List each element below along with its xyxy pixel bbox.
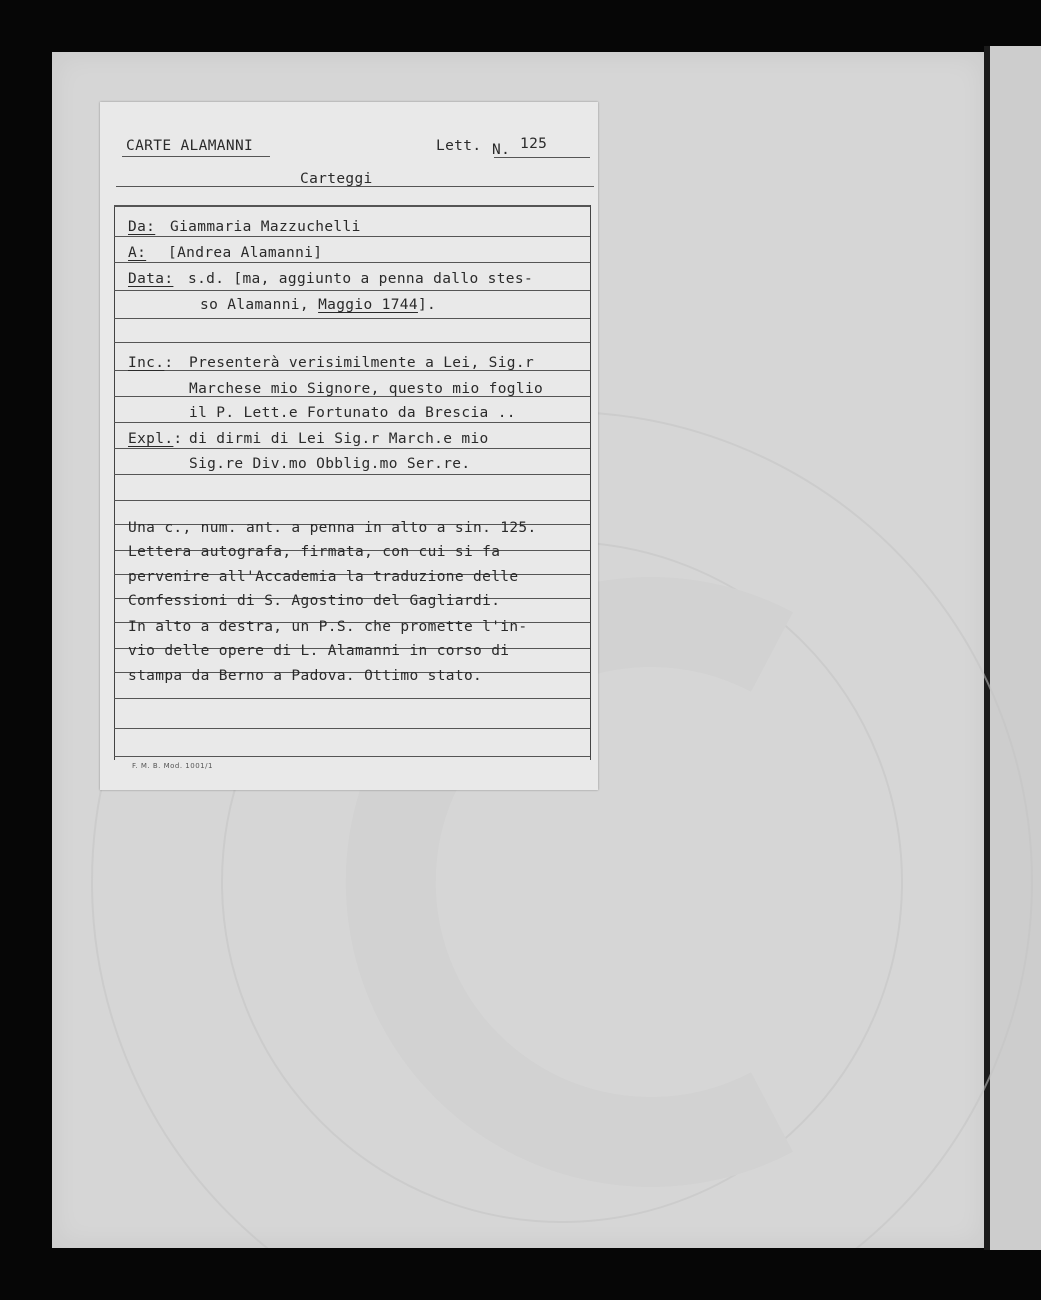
page-right bbox=[990, 46, 1041, 1250]
subtitle-rule bbox=[116, 186, 594, 187]
description-line: In alto a destra, un P.S. che promette l'in- bbox=[128, 619, 528, 635]
data-line-1: s.d. [ma, aggiunto a penna dallo stes- bbox=[188, 271, 534, 287]
frame-right bbox=[590, 205, 591, 760]
data-line-2-prefix: so Alamanni, bbox=[200, 297, 309, 313]
grid-line bbox=[114, 342, 590, 343]
expl-label-text: Expl. bbox=[128, 431, 174, 447]
collection-title: CARTE ALAMANNI bbox=[126, 138, 254, 154]
data-line-2-date: Maggio 1744 bbox=[318, 297, 418, 313]
grid-line bbox=[114, 422, 590, 423]
inc-line-2: Marchese mio Signore, questo mio foglio bbox=[189, 381, 544, 397]
da-label: Da: bbox=[128, 219, 156, 235]
inc-line-1: Presenterà verisimilmente a Lei, Sig.r bbox=[189, 355, 535, 371]
grid-line bbox=[114, 698, 590, 699]
number-label: N. bbox=[492, 142, 511, 158]
grid-line bbox=[114, 318, 590, 319]
number-underline bbox=[494, 157, 590, 158]
description-line: Lettera autografa, firmata, con cui si fa bbox=[128, 544, 501, 560]
description-line: stampa da Berno a Padova. Ottimo stato. bbox=[128, 668, 483, 684]
form-code: F. M. B. Mod. 1001/1 bbox=[132, 762, 213, 770]
catalog-card bbox=[100, 102, 598, 790]
a-label: A: bbox=[128, 245, 147, 261]
grid-line bbox=[114, 236, 590, 237]
a-value: [Andrea Alamanni] bbox=[168, 245, 323, 261]
letter-label: Lett. bbox=[436, 138, 482, 154]
section-subtitle: Carteggi bbox=[300, 171, 373, 187]
grid-line bbox=[114, 756, 590, 757]
data-line-2 bbox=[200, 298, 436, 313]
frame-left bbox=[114, 205, 115, 760]
inc-line-3: il P. Lett.e Fortunato da Brescia .. bbox=[189, 405, 516, 421]
inc-label-text: Inc. bbox=[128, 355, 165, 371]
title-underline bbox=[122, 156, 270, 157]
grid-line bbox=[114, 728, 590, 729]
expl-label bbox=[128, 432, 183, 447]
frame-top bbox=[114, 205, 590, 207]
grid-line bbox=[114, 500, 590, 501]
expl-colon: : bbox=[173, 431, 183, 447]
grid-line bbox=[114, 290, 590, 291]
da-value: Giammaria Mazzuchelli bbox=[170, 219, 361, 235]
description-line: pervenire all'Accademia la traduzione delle bbox=[128, 569, 519, 585]
grid-line bbox=[114, 262, 590, 263]
grid-line bbox=[114, 474, 590, 475]
description-line: Una c., num. ant. a penna in alto a sin. 125. bbox=[128, 520, 537, 536]
letter-number: 125 bbox=[520, 136, 548, 152]
data-label: Data: bbox=[128, 271, 174, 287]
data-line-2-suffix: ]. bbox=[417, 297, 437, 313]
grid-line bbox=[114, 448, 590, 449]
expl-line-2: Sig.re Div.mo Obblig.mo Ser.re. bbox=[189, 456, 471, 472]
inc-colon: : bbox=[164, 355, 174, 371]
inc-label bbox=[128, 356, 173, 371]
expl-line-1: di dirmi di Lei Sig.r March.e mio bbox=[189, 431, 489, 447]
description-line: vio delle opere di L. Alamanni in corso di bbox=[128, 643, 510, 659]
description-line: Confessioni di S. Agostino del Gagliardi. bbox=[128, 593, 501, 609]
